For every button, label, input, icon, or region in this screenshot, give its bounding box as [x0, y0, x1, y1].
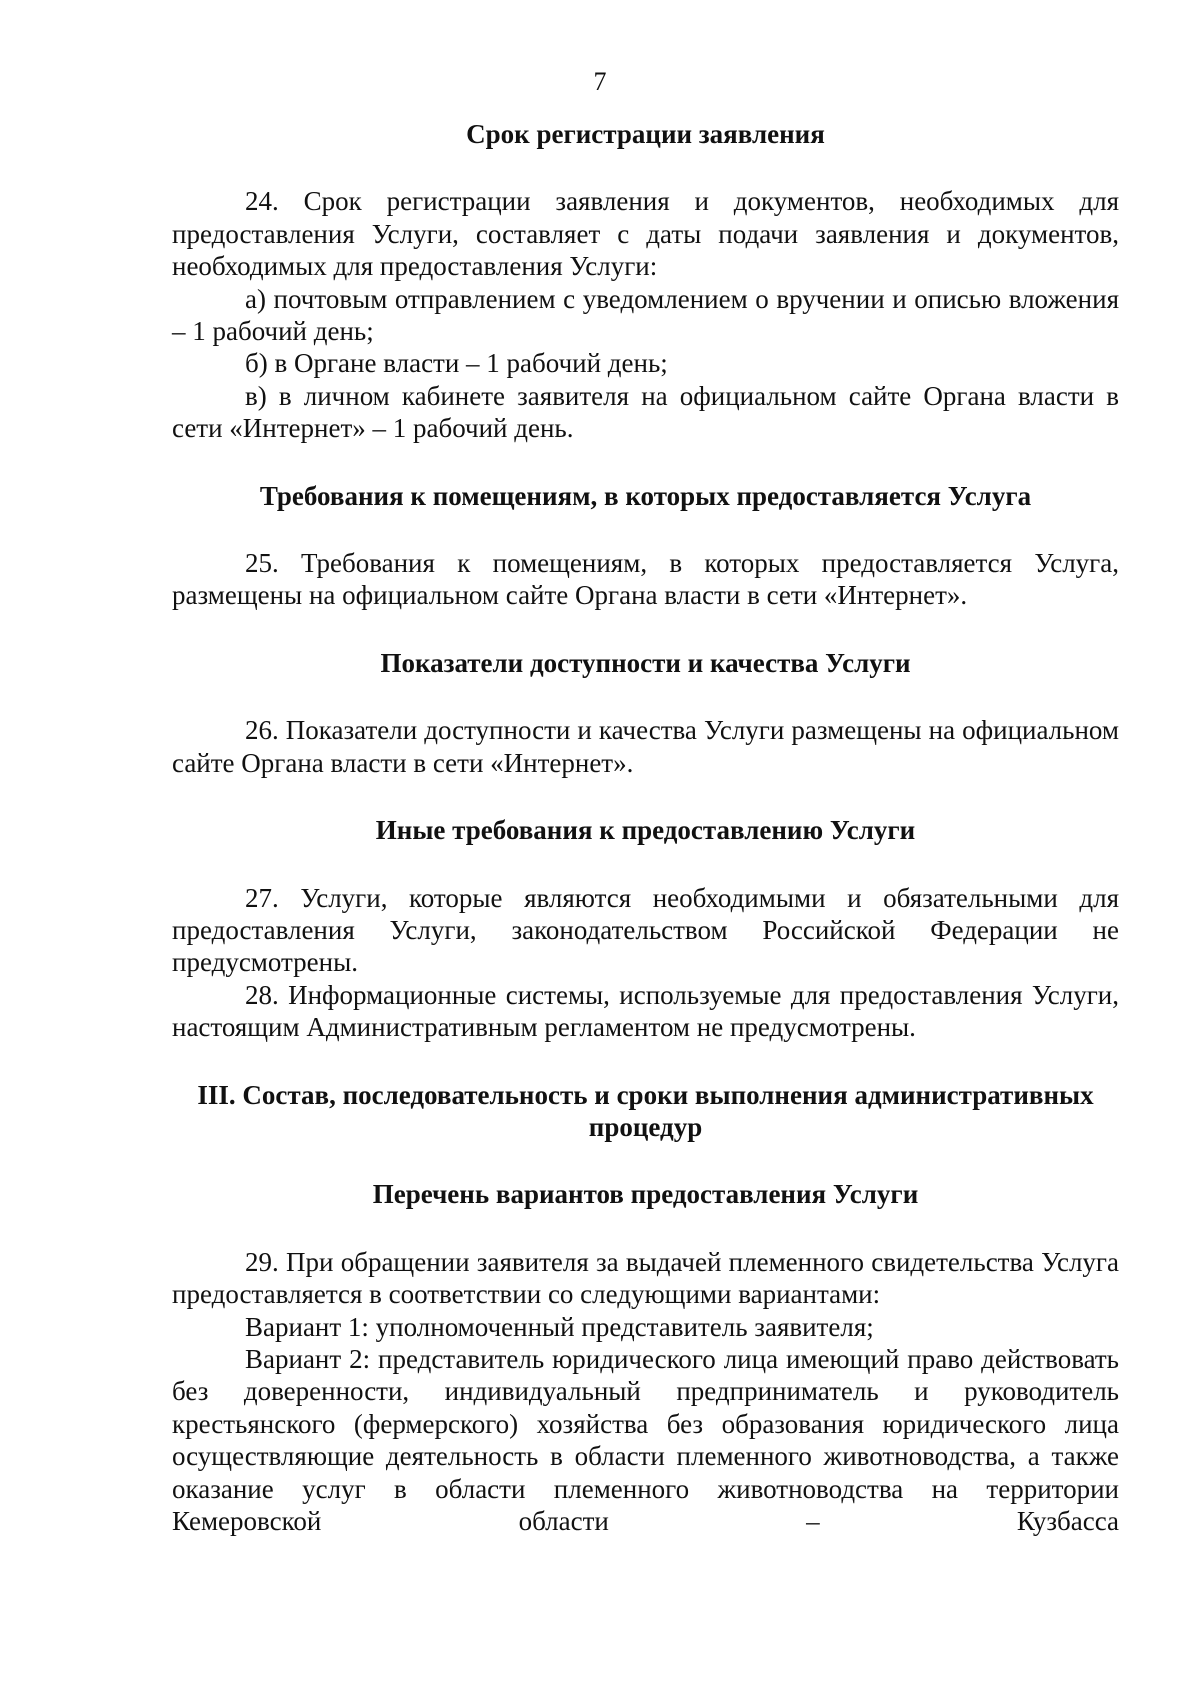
page-number: 7 — [593, 67, 607, 96]
paragraph-24-a: а) почтовым отправлением с уведомлением о вручении и описью вложения – 1 рабочий день; — [172, 283, 1119, 347]
paragraph-24-b: б) в Органе власти – 1 рабочий день; — [245, 348, 668, 379]
paragraph-27: 27. Услуги, которые являются необходимыми и обязательными для предоставления Услуги, законодательством Российской Федерации не предусмотрены. — [172, 882, 1119, 978]
paragraph-24: 24. Срок регистрации заявления и документов, необходимых для предоставления Услуги, составляет с даты подачи заявления и документов, необходимых для предоставления Услуги: — [172, 186, 1119, 282]
chapter-heading-3: III. Состав, последовательность и сроки выполнения административных процедур — [197, 1079, 1094, 1142]
paragraph-28: 28. Информационные системы, используемые для предоставления Услуги, настоящим Административным регламентом не предусмотрены. — [172, 979, 1119, 1043]
document-body — [172, 118, 1119, 1537]
section-heading-registration-term: Срок регистрации заявления — [466, 119, 825, 149]
section-heading-premises-requirements: Требования к помещениям, в которых предоставляется Услуга — [259, 480, 1032, 511]
section-heading-other-requirements: Иные требования к предоставлению Услуги — [375, 815, 916, 846]
paragraph-25: 25. Требования к помещениям, в которых предоставляется Услуга, размещены на официальном сайте Органа власти в сети «Интернет». — [172, 548, 1119, 611]
variant-2: Вариант 2: представитель юридического лица имеющий право действовать без доверенности, индивидуальный предприниматель и руководитель крестьянского (фермерского) хозяйства без образования юридического лица осуществляющие деятельность в области племенного животноводства, а также оказание услуг в области племенного животноводства на территории Кемеровской области – Кузбасса — [172, 1343, 1119, 1536]
variant-1: Вариант 1: уполномоченный представитель заявителя; — [245, 1311, 874, 1342]
section-heading-accessibility-quality: Показатели доступности и качества Услуги — [380, 647, 911, 678]
section-heading-service-variants: Перечень вариантов предоставления Услуги — [372, 1179, 919, 1210]
paragraph-26: 26. Показатели доступности и качества Услуги размещены на официальном сайте Органа власти в сети «Интернет». — [172, 715, 1119, 778]
paragraph-24-c: в) в личном кабинете заявителя на официальном сайте Органа власти в сети «Интернет» – 1 рабочий день. — [172, 380, 1119, 444]
paragraph-29: 29. При обращении заявителя за выдачей племенного свидетельства Услуга предоставляется в соответствии со следующими вариантами: — [172, 1246, 1119, 1310]
